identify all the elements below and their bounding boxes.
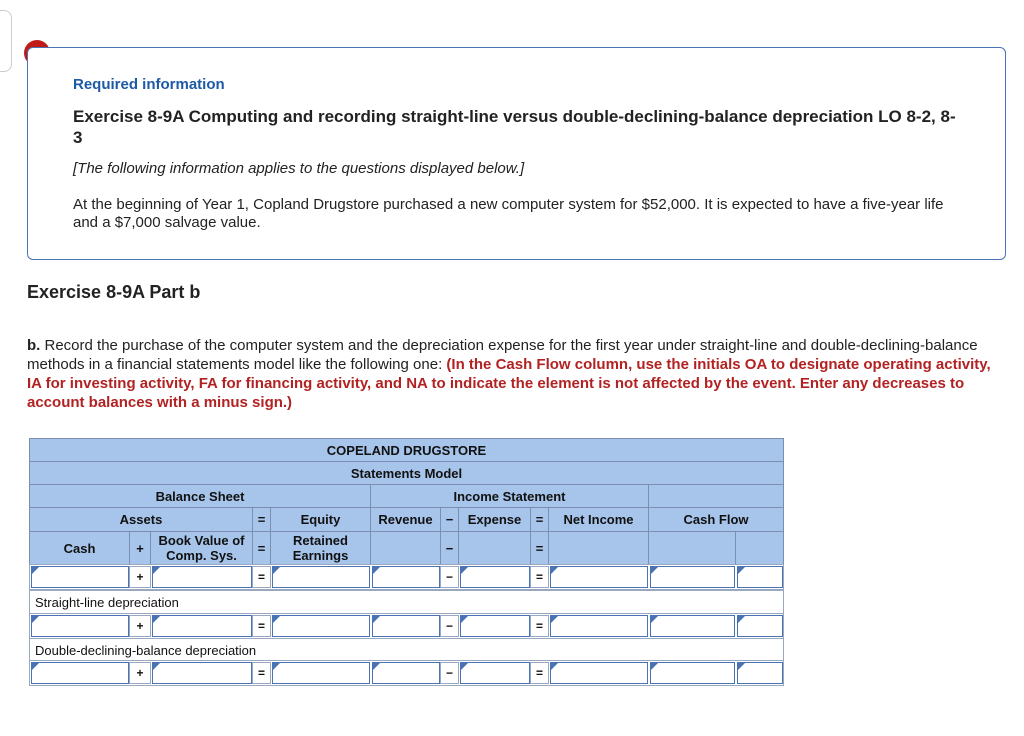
revenue-sub-spacer: [370, 531, 441, 565]
ddb-book-value-input[interactable]: [152, 662, 252, 684]
sl-cash-flow-amount-input[interactable]: [650, 615, 735, 637]
equals-sign: =: [252, 662, 271, 684]
question-body: Record the purchase of the computer system and the depreciation expense for the first year under straight-line and double-declining-balance methods in a financial statements model like the following one:: [27, 337, 978, 373]
required-information-box: [27, 47, 1006, 260]
question-instructions: (In the Cash Flow column, use the initials OA to designate operating activity, IA for investing activity, FA for financing activity, and NA to indicate the element is not affected by the event. Enter any decreases to account balances with a minus sign.): [27, 356, 991, 411]
minus-sign: −: [440, 531, 459, 565]
equals-sign: =: [252, 566, 271, 588]
equals-sign: =: [252, 507, 271, 532]
company-name: COPELAND DRUGSTORE: [29, 438, 784, 462]
equals-sign: =: [530, 566, 549, 588]
sl-cash-input[interactable]: [31, 615, 129, 637]
retained-earnings-header: Retained Earnings: [270, 531, 371, 565]
equals-sign: =: [530, 507, 549, 532]
side-panel-tab: [0, 10, 12, 72]
ddb-net-income-input[interactable]: [550, 662, 648, 684]
sl-expense-input[interactable]: [460, 615, 530, 637]
expense-sub-spacer: [458, 531, 531, 565]
income-statement-header: Income Statement: [370, 484, 649, 508]
cash-flow-header: Cash Flow: [648, 507, 784, 532]
question-lead: b.: [27, 337, 41, 354]
plus-sign: +: [129, 662, 151, 684]
ddb-retained-earnings-input[interactable]: [272, 662, 370, 684]
minus-sign: −: [440, 566, 459, 588]
question-text: [27, 336, 992, 412]
sl-net-income-input[interactable]: [550, 615, 648, 637]
equals-sign: =: [530, 531, 549, 565]
revenue-header: Revenue: [370, 507, 441, 532]
equals-sign: =: [252, 531, 271, 565]
minus-sign: −: [440, 615, 459, 637]
required-information-label: Required information: [73, 76, 225, 93]
plus-sign: +: [129, 615, 151, 637]
minus-sign: −: [440, 662, 459, 684]
exercise-title: Exercise 8-9A Computing and recording straight-line versus double-declining-balance depreciation LO 8-2, 8-3: [73, 107, 956, 147]
equals-sign: =: [252, 615, 271, 637]
net-income-header: Net Income: [548, 507, 649, 532]
purchase-expense-input[interactable]: [460, 566, 530, 588]
purchase-cash-input[interactable]: [31, 566, 129, 588]
double-declining-label: Double-declining-balance depreciation: [29, 638, 784, 662]
applies-note: [The following information applies to the questions displayed below.]: [73, 160, 525, 177]
ddb-cash-input[interactable]: [31, 662, 129, 684]
book-value-header: Book Value of Comp. Sys.: [150, 531, 253, 565]
statements-model-table: [29, 438, 784, 686]
purchase-retained-earnings-input[interactable]: [272, 566, 370, 588]
equals-sign: =: [530, 662, 549, 684]
model-subtitle: Statements Model: [29, 461, 784, 485]
balance-sheet-header: Balance Sheet: [29, 484, 371, 508]
intro-text: At the beginning of Year 1, Copland Drugstore purchased a new computer system for $52,000. It is expected to have a five-year life and a $7,000 salvage value.: [73, 196, 944, 231]
ddb-cash-flow-class-input[interactable]: [737, 662, 783, 684]
purchase-cash-flow-class-input[interactable]: [737, 566, 783, 588]
cash-flow-amount-spacer: [648, 531, 736, 565]
ddb-cash-flow-amount-input[interactable]: [650, 662, 735, 684]
sl-cash-flow-class-input[interactable]: [737, 615, 783, 637]
equity-header: Equity: [270, 507, 371, 532]
sl-retained-earnings-input[interactable]: [272, 615, 370, 637]
purchase-book-value-input[interactable]: [152, 566, 252, 588]
cash-flow-class-spacer: [735, 531, 784, 565]
purchase-cash-flow-amount-input[interactable]: [650, 566, 735, 588]
expense-header: Expense: [458, 507, 531, 532]
equals-sign: =: [530, 615, 549, 637]
ddb-expense-input[interactable]: [460, 662, 530, 684]
cash-header: Cash: [29, 531, 130, 565]
plus-sign: +: [129, 531, 151, 565]
sl-revenue-input[interactable]: [372, 615, 440, 637]
purchase-revenue-input[interactable]: [372, 566, 440, 588]
minus-sign: −: [440, 507, 459, 532]
net-income-sub-spacer: [548, 531, 649, 565]
sl-book-value-input[interactable]: [152, 615, 252, 637]
purchase-net-income-input[interactable]: [550, 566, 648, 588]
part-title: Exercise 8-9A Part b: [27, 282, 201, 302]
plus-sign: +: [129, 566, 151, 588]
cash-flow-spacer: [648, 484, 784, 508]
assets-header: Assets: [29, 507, 253, 532]
straight-line-label: Straight-line depreciation: [29, 590, 784, 614]
ddb-revenue-input[interactable]: [372, 662, 440, 684]
